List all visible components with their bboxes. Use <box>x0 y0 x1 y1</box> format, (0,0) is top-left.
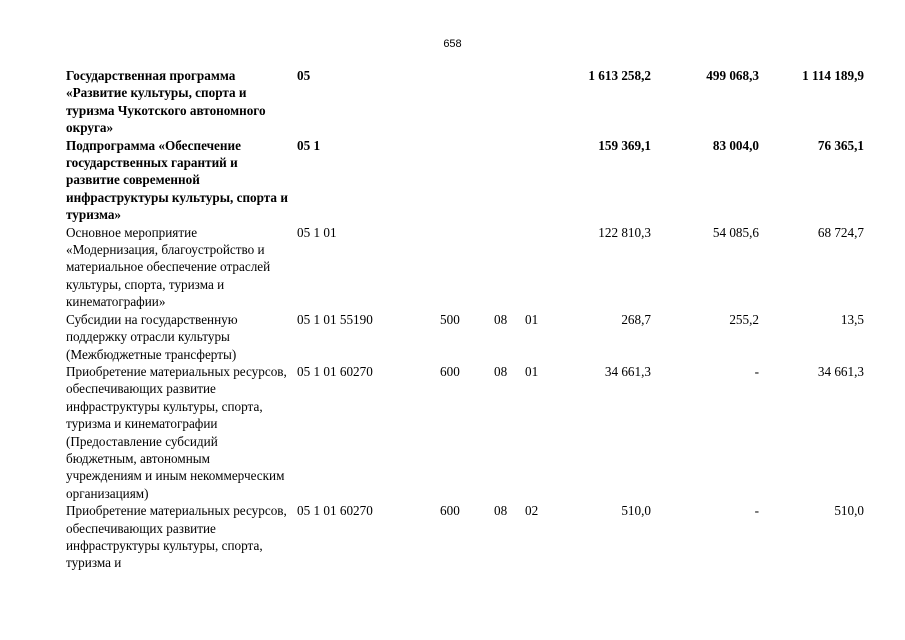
row-name: Приобретение материальных ресурсов, обеспечивающих развитие инфраструктуры культуры, спорта, туризма и кинематографии (Предоставление субсидий бюджетным, автономным учреждениям и иным некоммерческим организациям) <box>66 363 287 501</box>
row-sum-3: 510,0 <box>834 503 864 519</box>
row-expense-type: 600 <box>440 503 460 519</box>
row-sum-total: 510,0 <box>621 503 651 519</box>
row-expense-type: 500 <box>440 311 460 327</box>
row-sum-2: 255,2 <box>729 311 759 327</box>
row-code: 05 <box>297 68 311 83</box>
row-code: 05 1 01 55190 <box>297 311 373 327</box>
row-subsection: 01 <box>525 311 539 327</box>
row-code: 05 1 01 60270 <box>297 503 373 519</box>
table-row <box>66 502 866 572</box>
row-section: 08 <box>494 503 508 519</box>
row-name: Основное мероприятие «Модернизация, благоустройство и материальное обеспечение отраслей культуры, спорта, туризма и кинематографии» <box>66 224 271 310</box>
row-sum-total: 122 810,3 <box>598 224 651 240</box>
table-row <box>66 67 866 137</box>
row-sum-3: 76 365,1 <box>817 137 864 153</box>
table-row <box>66 363 866 502</box>
row-sum-2: - <box>754 503 759 519</box>
row-name: Субсидии на государственную поддержку отрасли культуры (Межбюджетные трансферты) <box>66 311 238 362</box>
row-subsection: 02 <box>525 503 539 519</box>
row-subsection: 01 <box>525 363 539 379</box>
row-name: Подпрограмма «Обеспечение государственных гарантий и развитие современной инфраструктуры культуры, спорта и туризма» <box>66 137 288 223</box>
budget-table <box>66 67 866 572</box>
row-sum-3: 1 114 189,9 <box>802 68 864 83</box>
row-sum-3: 34 661,3 <box>817 363 864 379</box>
row-sum-total: 159 369,1 <box>598 137 651 153</box>
row-sum-total: 268,7 <box>621 311 651 327</box>
table-row <box>66 224 866 311</box>
row-sum-2: 54 085,6 <box>712 224 759 240</box>
row-sum-2: 83 004,0 <box>712 137 759 153</box>
table-row <box>66 311 866 363</box>
row-section: 08 <box>494 363 508 379</box>
row-sum-total: 1 613 258,2 <box>588 68 651 83</box>
row-name: Приобретение материальных ресурсов, обеспечивающих развитие инфраструктуры культуры, спорта, туризма и <box>66 503 287 571</box>
row-sum-2: - <box>754 363 759 379</box>
row-code: 05 1 01 <box>297 224 337 240</box>
row-section: 08 <box>494 311 508 327</box>
row-code: 05 1 01 60270 <box>297 363 373 379</box>
row-expense-type: 600 <box>440 363 460 379</box>
row-name: Государственная программа «Развитие культуры, спорта и туризма Чукотского автономного округа» <box>66 68 266 136</box>
row-sum-total: 34 661,3 <box>604 363 651 379</box>
row-sum-3: 68 724,7 <box>817 224 864 240</box>
row-sum-3: 13,5 <box>840 311 864 327</box>
row-code: 05 1 <box>297 137 321 153</box>
row-sum-2: 499 068,3 <box>706 68 759 83</box>
page-number: 658 <box>443 38 462 50</box>
table-row <box>66 137 866 224</box>
